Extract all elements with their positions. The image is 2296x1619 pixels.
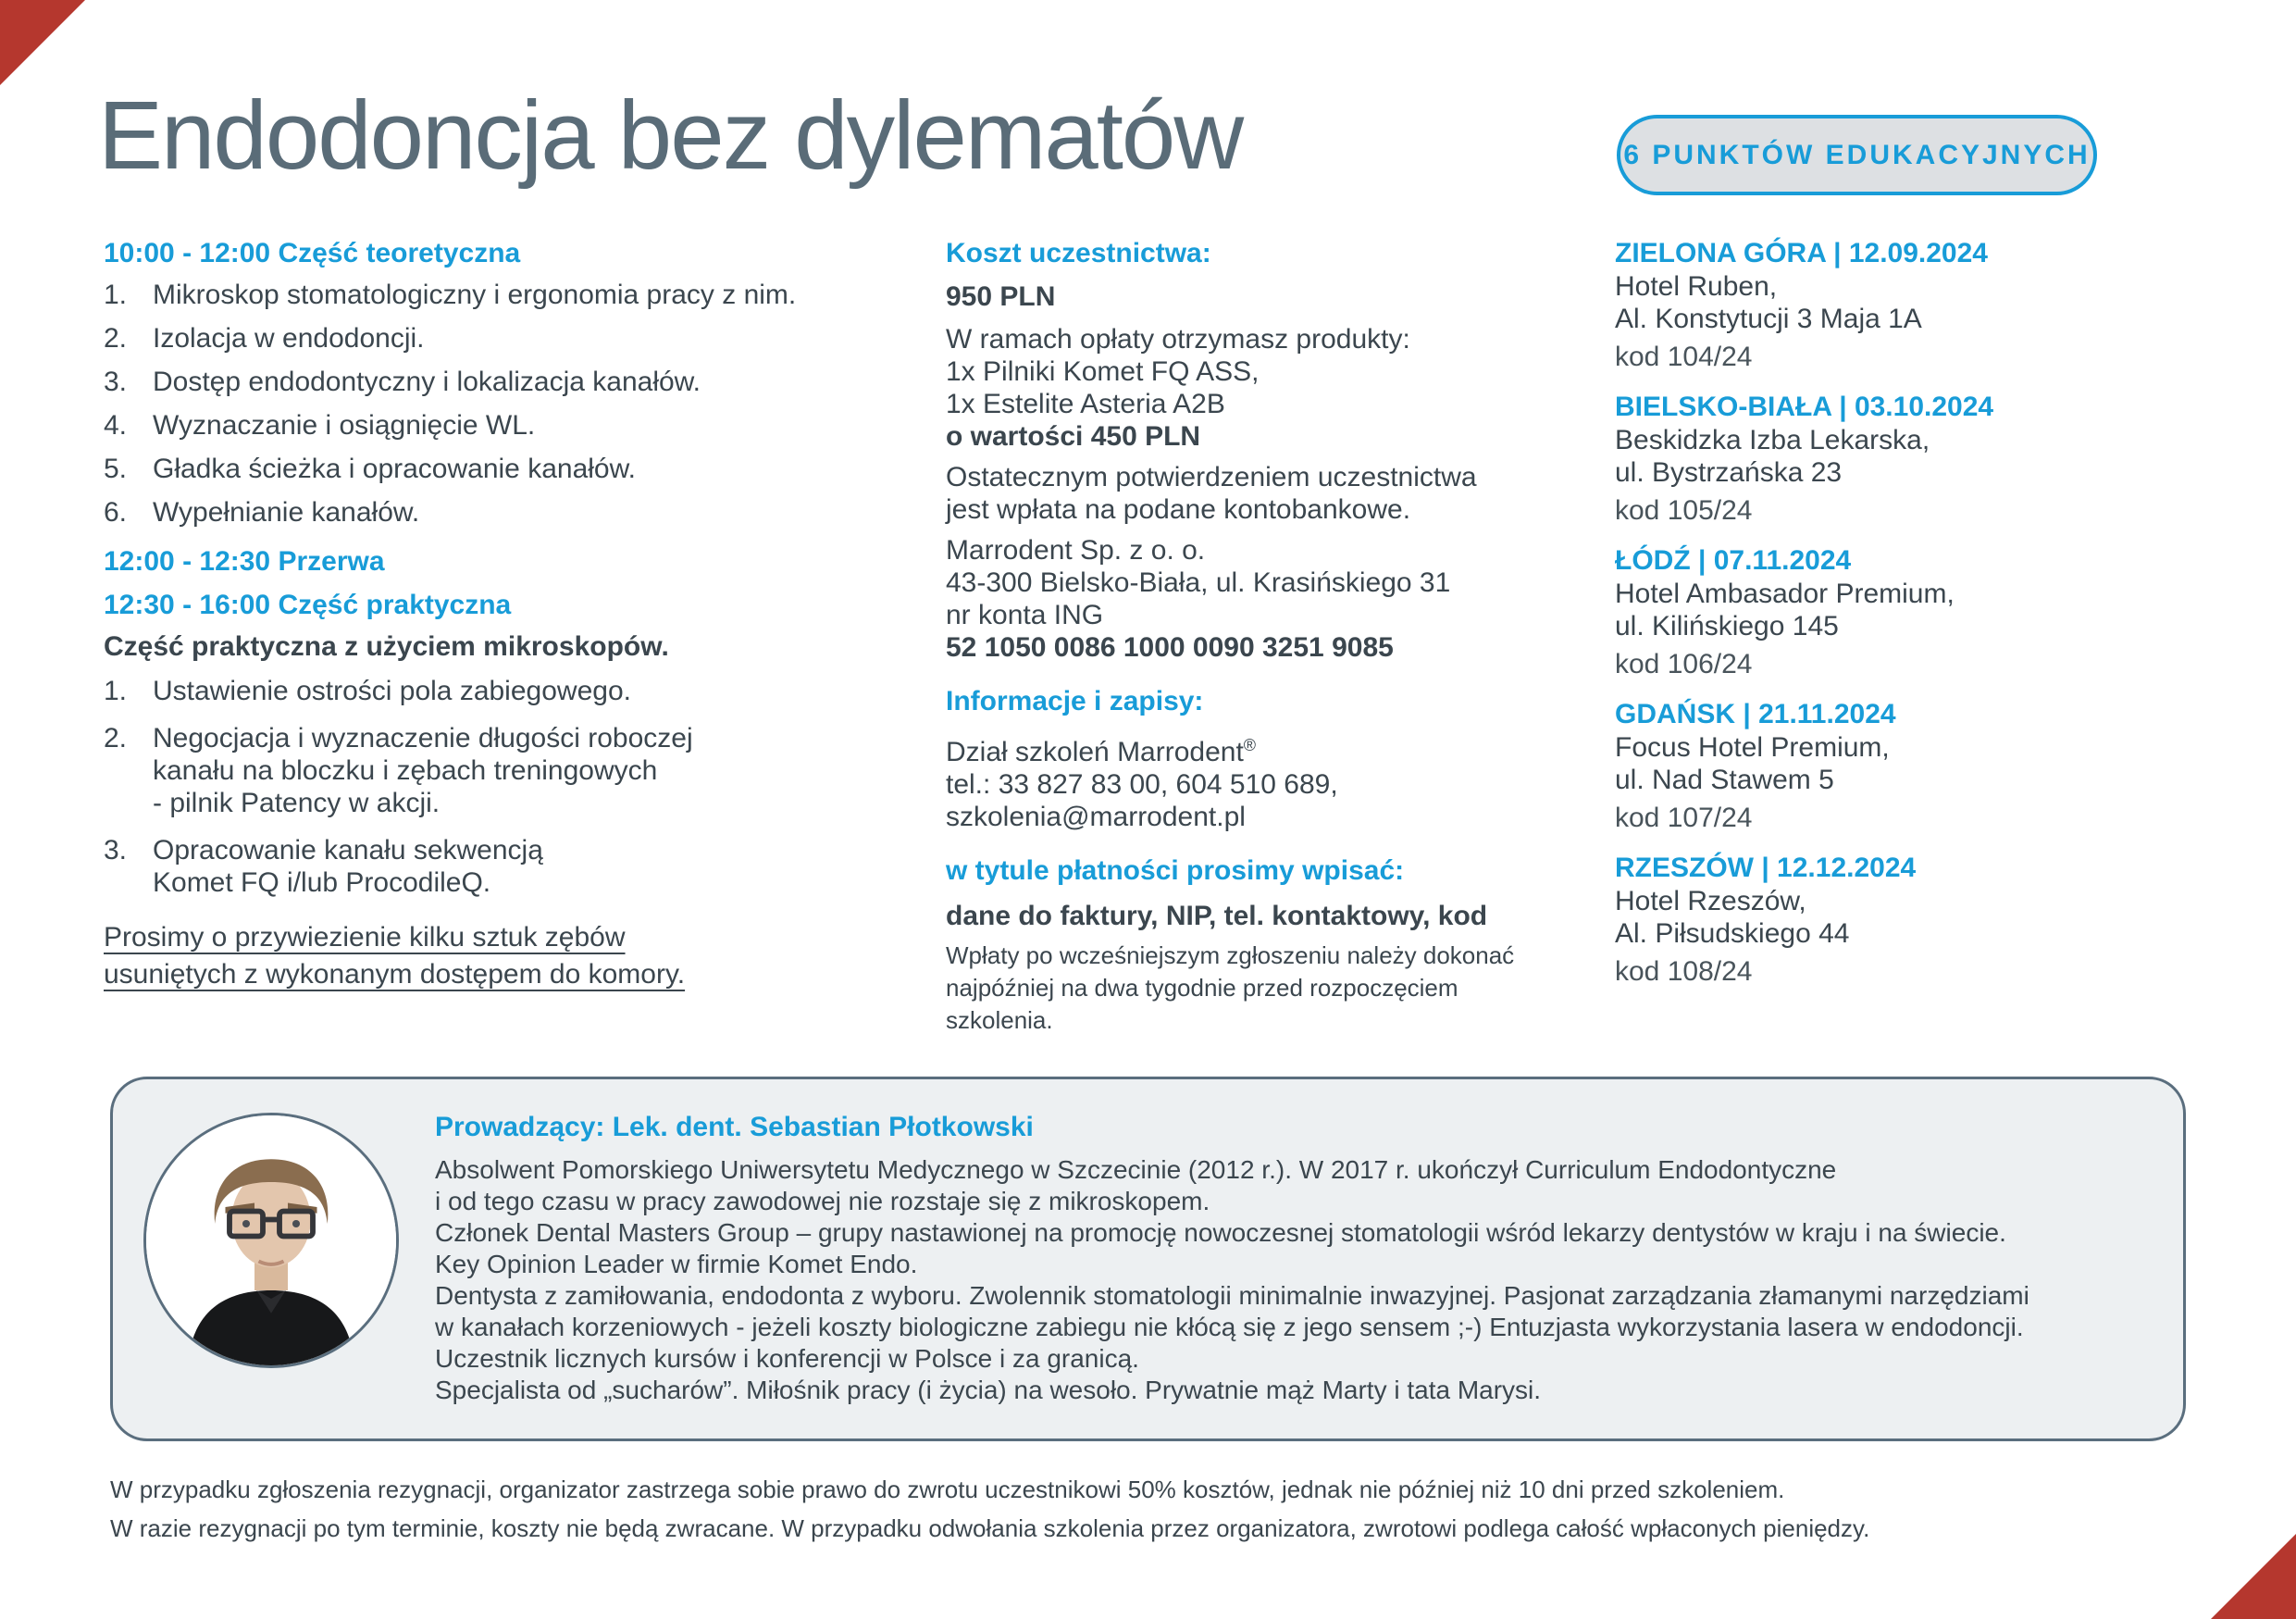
list-item-text: Wypełnianie kanałów. <box>153 497 420 528</box>
payment-note-line: najpóźniej na dwa tygodnie przed rozpoczęciem <box>946 974 1458 1002</box>
theory-session-header: 10:00 - 12:00 Część teoretyczna <box>104 238 521 268</box>
event-venue-line: Hotel Ambasador Premium, <box>1615 579 1955 609</box>
presenter-box <box>110 1077 2186 1441</box>
products-line: 1x Pilniki Komet FQ ASS, <box>946 356 1260 387</box>
contact-email: szkolenia@marrodent.pl <box>946 802 1246 832</box>
bring-teeth-note <box>104 919 927 993</box>
presenter-bio-line: Dentysta z zamiłowania, endodonta z wyboru. Zwolennik stomatologii minimalnie inwazyjnej. Pasjonat zarządzania złamanymi narzędziami <box>435 1281 2029 1310</box>
event-city-date: GDAŃSK | 21.11.2024 <box>1615 699 1896 729</box>
event-code: kod 106/24 <box>1615 649 1753 679</box>
presenter-header: Prowadzący: Lek. dent. Sebastian Płotkowski <box>435 1112 1034 1142</box>
corner-triangle-top-left-icon <box>0 0 85 85</box>
list-item <box>104 322 927 355</box>
presenter-bio-line: Absolwent Pomorskiego Uniwersytetu Medycznego w Szczecinie (2012 r.). W 2017 r. ukończył Curriculum Endodontyczne <box>435 1155 1837 1184</box>
contact-dept: Dział szkoleń Marrodent® <box>946 736 1257 767</box>
event-venue-line: Al. Konstytucji 3 Maja 1A <box>1615 304 1922 334</box>
list-item <box>104 366 927 399</box>
edu-points-badge <box>1617 115 2097 195</box>
cancellation-policy-line: W razie rezygnacji po tym terminie, koszty nie będą zwracane. W przypadku odwołania szkolenia przez organizatora, zwrotowi podlega całość wpłaconych pieniędzy. <box>110 1514 1870 1542</box>
contact-header: Informacje i zapisy: <box>946 686 1204 716</box>
list-item-text: Mikroskop stomatologiczny i ergonomia pracy z nim. <box>153 280 797 310</box>
payment-details-line: dane do faktury, NIP, tel. kontaktowy, kod <box>946 901 1488 931</box>
list-item-number: 2. <box>104 323 128 354</box>
event-venue-line: ul. Kilińskiego 145 <box>1615 611 1839 641</box>
list-item-number: 5. <box>104 454 128 484</box>
event-code: kod 104/24 <box>1615 342 1753 372</box>
registered-trademark-icon: ® <box>1243 736 1257 754</box>
note-line: usuniętych z wykonanym dostępem do komory. <box>104 959 686 990</box>
event-rzeszow <box>1615 852 2198 988</box>
products-value-line: o wartości 450 PLN <box>946 421 1201 452</box>
event-venue-line: Focus Hotel Premium, <box>1615 732 1890 763</box>
confirmation-block <box>946 461 1594 526</box>
list-item-text: Ustawienie ostrości pola zabiegowego. <box>153 676 631 706</box>
page-title: Endodoncja bez dylematów <box>98 81 1243 190</box>
contact-phones: tel.: 33 827 83 00, 604 510 689, <box>946 769 1338 800</box>
payment-note <box>946 940 1594 1037</box>
products-line: W ramach opłaty otrzymasz produkty: <box>946 324 1410 355</box>
list-item <box>104 279 927 312</box>
company-block <box>946 534 1594 664</box>
list-item-text: Izolacja w endodoncji. <box>153 323 425 354</box>
event-lodz <box>1615 544 2198 680</box>
event-code: kod 108/24 <box>1615 956 1753 987</box>
event-venue-line: ul. Nad Stawem 5 <box>1615 765 1834 795</box>
event-city-date: RZESZÓW | 12.12.2024 <box>1615 853 1917 883</box>
list-item-number: 4. <box>104 410 128 441</box>
price: 950 PLN <box>946 281 1056 312</box>
cost-column <box>946 237 1594 1037</box>
event-venue-line: Hotel Rzeszów, <box>1615 886 1806 916</box>
payment-note-line: Wpłaty po wcześniejszym zgłoszeniu należy dokonać <box>946 941 1515 969</box>
list-item-text: Wyznaczanie i osiągnięcie WL. <box>153 410 536 441</box>
list-item <box>104 496 927 529</box>
events-column <box>1615 237 2198 1005</box>
list-item-number: 1. <box>104 280 128 310</box>
list-item <box>104 409 927 442</box>
event-gdansk <box>1615 698 2198 834</box>
cancellation-policy-line: W przypadku zgłoszenia rezygnacji, organizator zastrzega sobie prawo do zwrotu uczestnikowi 50% kosztów, jednak nie później niż 10 dni przed szkoleniem. <box>110 1476 1785 1503</box>
theory-list <box>104 279 927 529</box>
confirmation-line: Ostatecznym potwierdzeniem uczestnictwa <box>946 462 1477 492</box>
list-item-number: 3. <box>104 835 128 866</box>
bank-account-number: 52 1050 0086 1000 0090 3251 9085 <box>946 632 1394 663</box>
list-item-text: Negocjacja i wyznaczenie długości roboczej kanału na bloczku i zębach treningowych - pilnik Patency w akcji. <box>153 723 693 818</box>
presenter-bio-line: Key Opinion Leader w firmie Komet Endo. <box>435 1250 918 1278</box>
presenter-bio-line: Uczestnik licznych kursów i konferencji w Polsce i za granicą. <box>435 1344 1139 1373</box>
event-code: kod 107/24 <box>1615 803 1753 833</box>
payment-title-header: w tytule płatności prosimy wpisać: <box>946 855 1405 886</box>
company-line: 43-300 Bielsko-Biała, ul. Krasińskiego 31 <box>946 567 1451 598</box>
company-line: Marrodent Sp. z o. o. <box>946 535 1206 566</box>
list-item <box>104 675 927 707</box>
contact-block <box>946 729 1594 833</box>
corner-triangle-bottom-right-icon <box>2211 1534 2296 1619</box>
presenter-photo <box>143 1113 399 1368</box>
list-item-text: Dostęp endodontyczny i lokalizacja kanałów. <box>153 367 701 397</box>
practice-session-header: 12:30 - 16:00 Część praktyczna <box>104 590 512 620</box>
event-venue-line: Beskidzka Izba Lekarska, <box>1615 425 1930 455</box>
presenter-bio-line: i od tego czasu w pracy zawodowej nie rozstaje się z mikroskopem. <box>435 1187 1210 1215</box>
presenter-portrait-icon <box>146 1115 396 1365</box>
list-item-number: 3. <box>104 367 128 397</box>
list-item-number: 2. <box>104 723 128 753</box>
list-item <box>104 722 927 819</box>
edu-points-badge-label: 6 PUNKTÓW EDUKACYJNYCH <box>1623 139 2091 170</box>
list-item-number: 6. <box>104 497 128 528</box>
event-venue-line: Hotel Ruben, <box>1615 271 1778 302</box>
schedule-column <box>104 237 927 993</box>
list-item-text: Gładka ścieżka i opracowanie kanałów. <box>153 454 636 484</box>
practice-list <box>104 675 927 899</box>
event-venue-line: ul. Bystrzańska 23 <box>1615 457 1843 488</box>
cancellation-policy <box>110 1470 1869 1548</box>
event-bielsko-biala <box>1615 391 2198 527</box>
list-item <box>104 453 927 486</box>
event-code: kod 105/24 <box>1615 495 1753 526</box>
presenter-text <box>435 1110 2175 1406</box>
break-header: 12:00 - 12:30 Przerwa <box>104 546 385 577</box>
confirmation-line: jest wpłata na podane kontobankowe. <box>946 494 1411 525</box>
products-block <box>946 323 1594 453</box>
cost-header: Koszt uczestnictwa: <box>946 238 1211 268</box>
list-item-number: 1. <box>104 676 128 706</box>
event-city-date: ZIELONA GÓRA | 12.09.2024 <box>1615 238 1988 268</box>
presenter-bio-line: w kanałach korzeniowych - jeżeli koszty biologiczne zabiegu nie kłócą się z jego sensem ;-) Entuzjasta wykorzystania lasera w endodoncji. <box>435 1313 2024 1341</box>
list-item-text: Opracowanie kanału sekwencją Komet FQ i/lub ProcodileQ. <box>153 835 543 898</box>
list-item <box>104 834 927 899</box>
event-city-date: BIELSKO-BIAŁA | 03.10.2024 <box>1615 392 1994 422</box>
payment-note-line: szkolenia. <box>946 1006 1053 1034</box>
event-zielona-gora <box>1615 237 2198 373</box>
note-line: Prosimy o przywiezienie kilku sztuk zębów <box>104 922 626 953</box>
practice-intro: Część praktyczna z użyciem mikroskopów. <box>104 631 669 662</box>
company-line: nr konta ING <box>946 600 1104 630</box>
presenter-bio-line: Członek Dental Masters Group – grupy nastawionej na promocję nowoczesnej stomatologii wśród lekarzy dentystów w kraju i na świecie. <box>435 1218 2006 1247</box>
event-city-date: ŁÓDŹ | 07.11.2024 <box>1615 545 1852 576</box>
event-venue-line: Al. Piłsudskiego 44 <box>1615 918 1850 949</box>
products-line: 1x Estelite Asteria A2B <box>946 389 1225 419</box>
presenter-bio-line: Specjalista od „sucharów”. Miłośnik pracy (i życia) na wesoło. Prywatnie mąż Marty i tata Marysi. <box>435 1376 1542 1404</box>
